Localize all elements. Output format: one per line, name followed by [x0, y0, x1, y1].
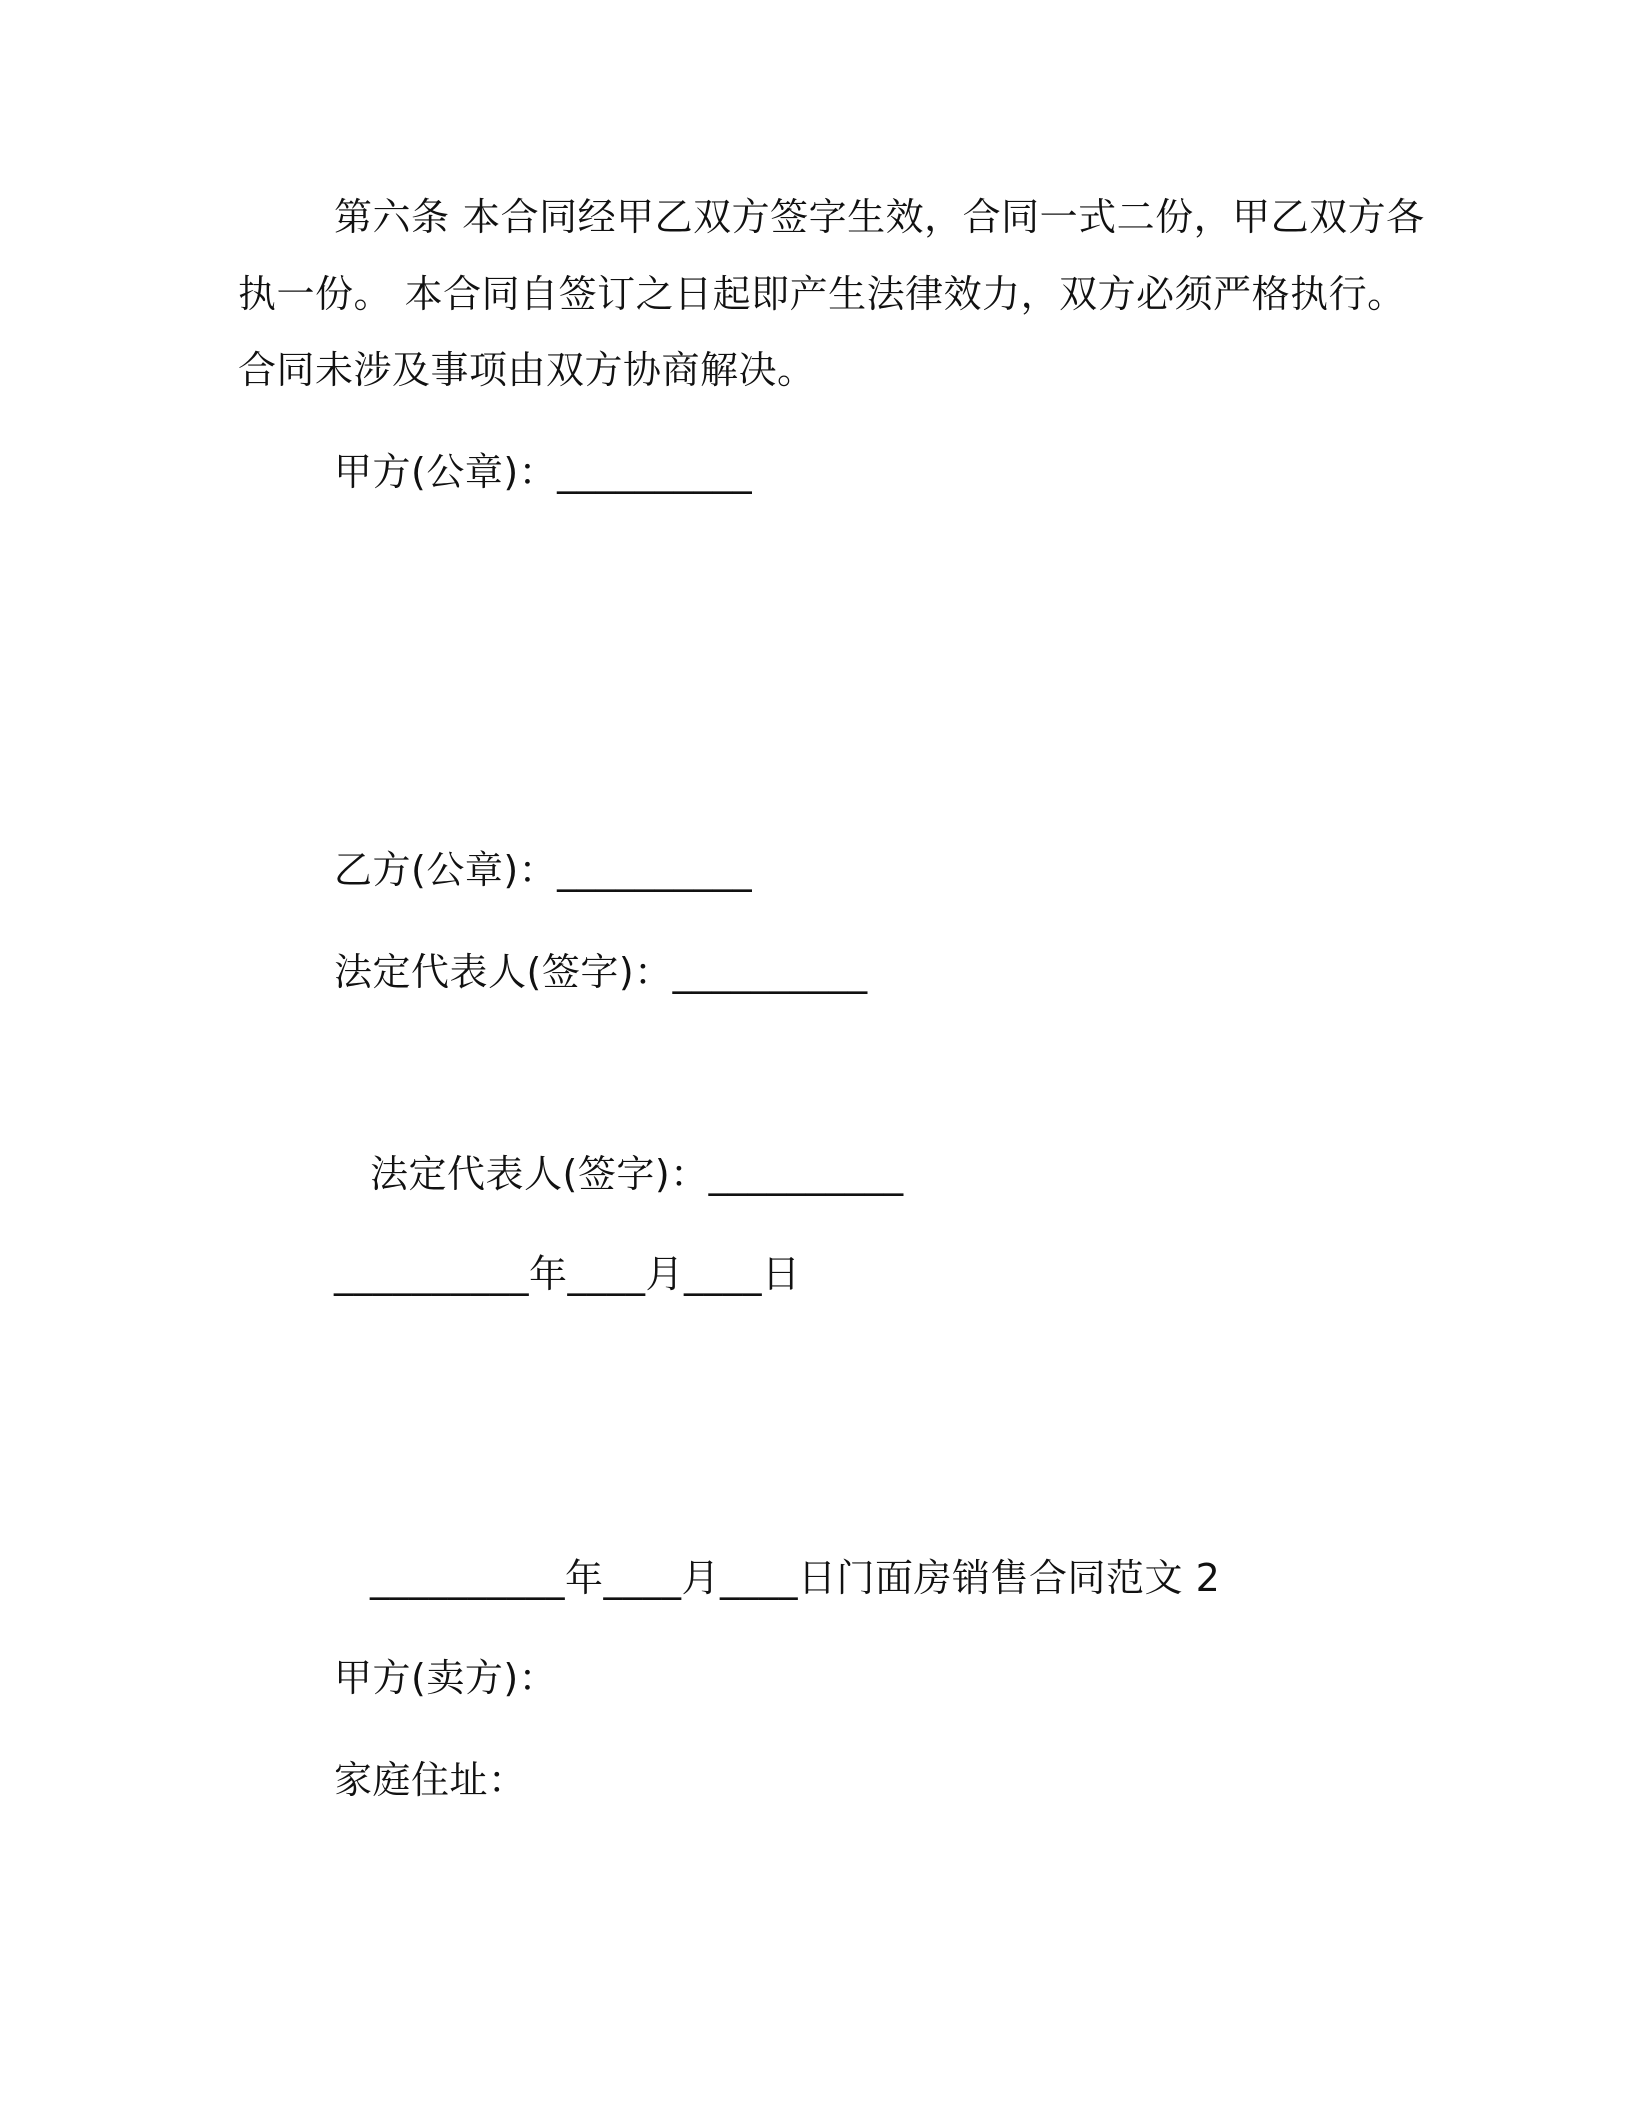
legal-representative-line-1: 法定代表人(签字)：__________	[334, 950, 868, 994]
legal-representative-line-2: 法定代表人(签字)：__________	[370, 1152, 904, 1196]
party-b-seal-line: 乙方(公章)：__________	[334, 848, 753, 892]
clause6-line-3: 合同未涉及事项由双方协商解决。	[238, 348, 816, 392]
clause6-line-1: 第六条 本合同经甲乙双方签字生效，合同一式二份，甲乙双方各	[334, 195, 1425, 239]
party-a-seller-line: 甲方(卖方)：	[334, 1656, 558, 1700]
clause6-line-2: 执一份。 本合同自签订之日起即产生法律效力，双方必须严格执行。	[238, 272, 1406, 316]
signing-date-line: __________年____月____日	[334, 1252, 801, 1296]
home-address-line: 家庭住址：	[334, 1758, 527, 1802]
party-a-seal-line: 甲方(公章)：__________	[334, 450, 753, 494]
sample-2-title: __________年____月____日门面房销售合同范文 2	[370, 1556, 1221, 1600]
